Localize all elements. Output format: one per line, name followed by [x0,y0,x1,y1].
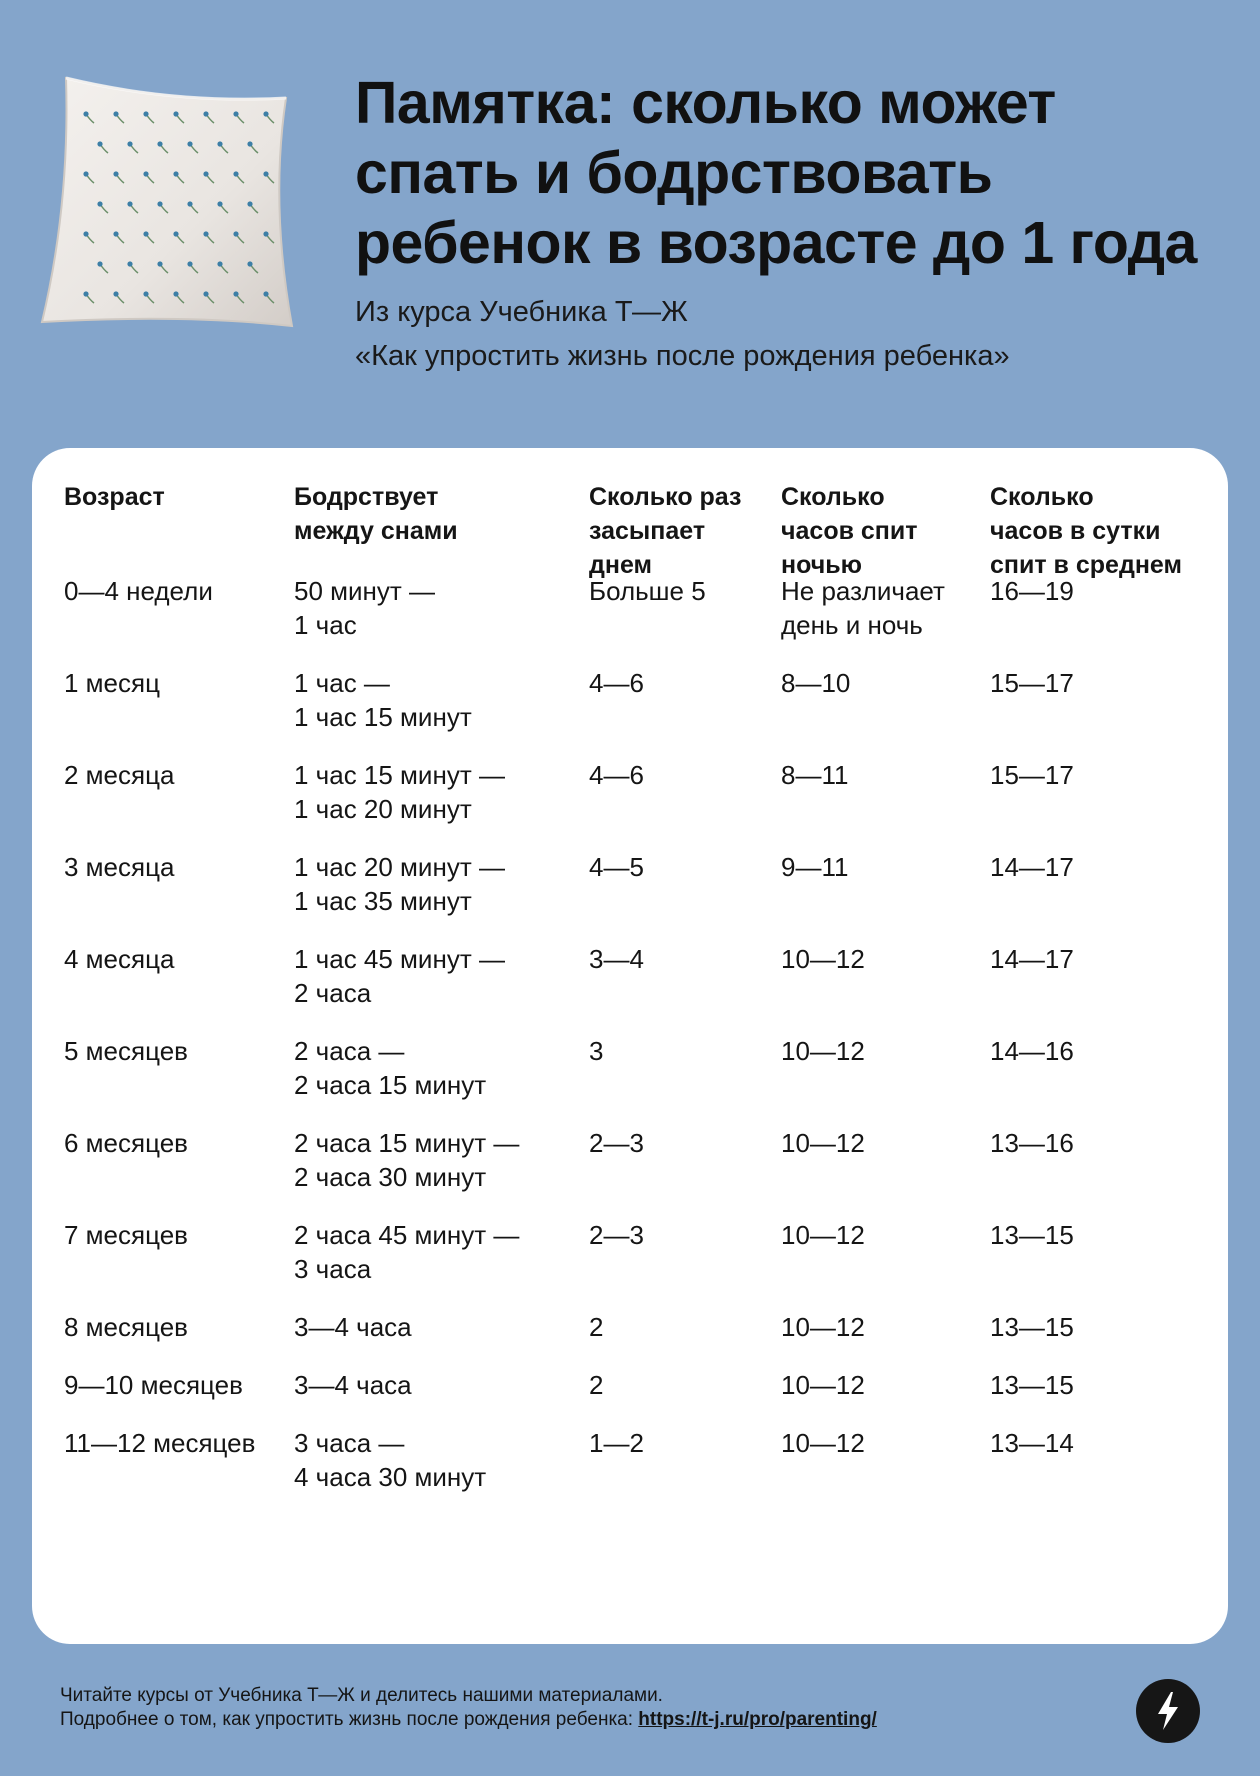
cell-naps: 4—6 [589,668,644,698]
cell-daily-sleep: 13—16 [990,1128,1074,1158]
cell-age: 4 месяца [64,944,175,974]
cell-night-sleep: Не различает день и ночь [781,576,945,640]
cell-age: 3 месяца [64,852,175,882]
cell-awake: 1 час 15 минут — 1 час 20 минут [294,760,505,824]
cell-night-sleep: 9—11 [781,852,849,882]
cell-awake: 1 час 20 минут — 1 час 35 минут [294,852,505,916]
footer-line: Подробнее о том, как упростить жизнь после рождения ребенка: https://t-j.ru/pro/parenting/ [60,1709,877,1730]
sleep-table-card [32,448,1228,1644]
cell-naps: Больше 5 [589,576,706,606]
cell-daily-sleep: 16—19 [990,576,1074,606]
cell-awake: 1 час — 1 час 15 минут [294,668,472,732]
cell-daily-sleep: 15—17 [990,668,1074,698]
cell-naps: 2 [589,1312,604,1342]
cell-night-sleep: 10—12 [781,1128,865,1158]
course-link[interactable]: https://t-j.ru/pro/parenting/ [638,1709,877,1730]
cell-naps: 2—3 [589,1220,644,1250]
cell-age: 2 месяца [64,760,175,790]
cell-night-sleep: 10—12 [781,1428,865,1458]
cell-night-sleep: 10—12 [781,944,865,974]
cell-awake: 1 час 45 минут — 2 часа [294,944,505,1008]
title-line: спать и бодрствовать [355,140,993,206]
cell-age: 7 месяцев [64,1220,188,1250]
cell-night-sleep: 10—12 [781,1312,865,1342]
cell-daily-sleep: 13—15 [990,1370,1074,1400]
cell-daily-sleep: 13—14 [990,1428,1074,1458]
title-line: ребенок в возрасте до 1 года [355,210,1197,276]
cell-naps: 4—6 [589,760,644,790]
cell-age: 8 месяцев [64,1312,188,1342]
header-daily-sleep: Сколько часов в сутки спит в среднем [990,483,1182,579]
cell-awake: 3—4 часа [294,1312,412,1342]
cell-awake: 2 часа 45 минут — 3 часа [294,1220,520,1284]
cell-awake: 2 часа 15 минут — 2 часа 30 минут [294,1128,520,1192]
cell-daily-sleep: 13—15 [990,1220,1074,1250]
subtitle-line: «Как упростить жизнь после рождения ребенка» [355,340,1010,372]
subtitle [355,290,1235,378]
cell-naps: 4—5 [589,852,644,882]
cell-night-sleep: 10—12 [781,1220,865,1250]
cell-age: 9—10 месяцев [64,1370,243,1400]
cell-awake: 3—4 часа [294,1370,412,1400]
cell-naps: 2 [589,1370,604,1400]
cell-daily-sleep: 14—17 [990,852,1074,882]
cell-daily-sleep: 14—17 [990,944,1074,974]
cell-awake: 50 минут — 1 час [294,576,436,640]
lightning-bolt-icon[interactable] [1136,1679,1200,1743]
header-night-sleep: Сколько часов спит ночью [781,483,918,579]
cell-age: 1 месяц [64,668,160,698]
cell-daily-sleep: 14—16 [990,1036,1074,1066]
cell-awake: 3 часа — 4 часа 30 минут [294,1428,487,1492]
cell-age: 5 месяцев [64,1036,188,1066]
header-age: Возраст [64,483,165,511]
page-title [355,68,1235,278]
cell-naps: 2—3 [589,1128,644,1158]
pillow-illustration [34,74,326,354]
cell-night-sleep: 8—11 [781,760,849,790]
cell-daily-sleep: 13—15 [990,1312,1074,1342]
cell-night-sleep: 10—12 [781,1370,865,1400]
cell-age: 0—4 недели [64,576,213,606]
header-awake: Бодрствует между снами [294,483,458,545]
cell-daily-sleep: 15—17 [990,760,1074,790]
cell-night-sleep: 10—12 [781,1036,865,1066]
title-line: Памятка: сколько может [355,70,1056,136]
footer [60,1684,877,1732]
cell-night-sleep: 8—10 [781,668,851,698]
cell-naps: 3—4 [589,944,644,974]
subtitle-line: Из курса Учебника Т—Ж [355,296,688,328]
cell-naps: 1—2 [589,1428,644,1458]
header-naps: Сколько раз засыпает днем [589,483,742,579]
cell-age: 6 месяцев [64,1128,188,1158]
cell-awake: 2 часа — 2 часа 15 минут [294,1036,487,1100]
footer-line: Читайте курсы от Учебника Т—Ж и делитесь нашими материалами. [60,1685,663,1706]
cell-naps: 3 [589,1036,604,1066]
cell-age: 11—12 месяцев [64,1428,256,1458]
